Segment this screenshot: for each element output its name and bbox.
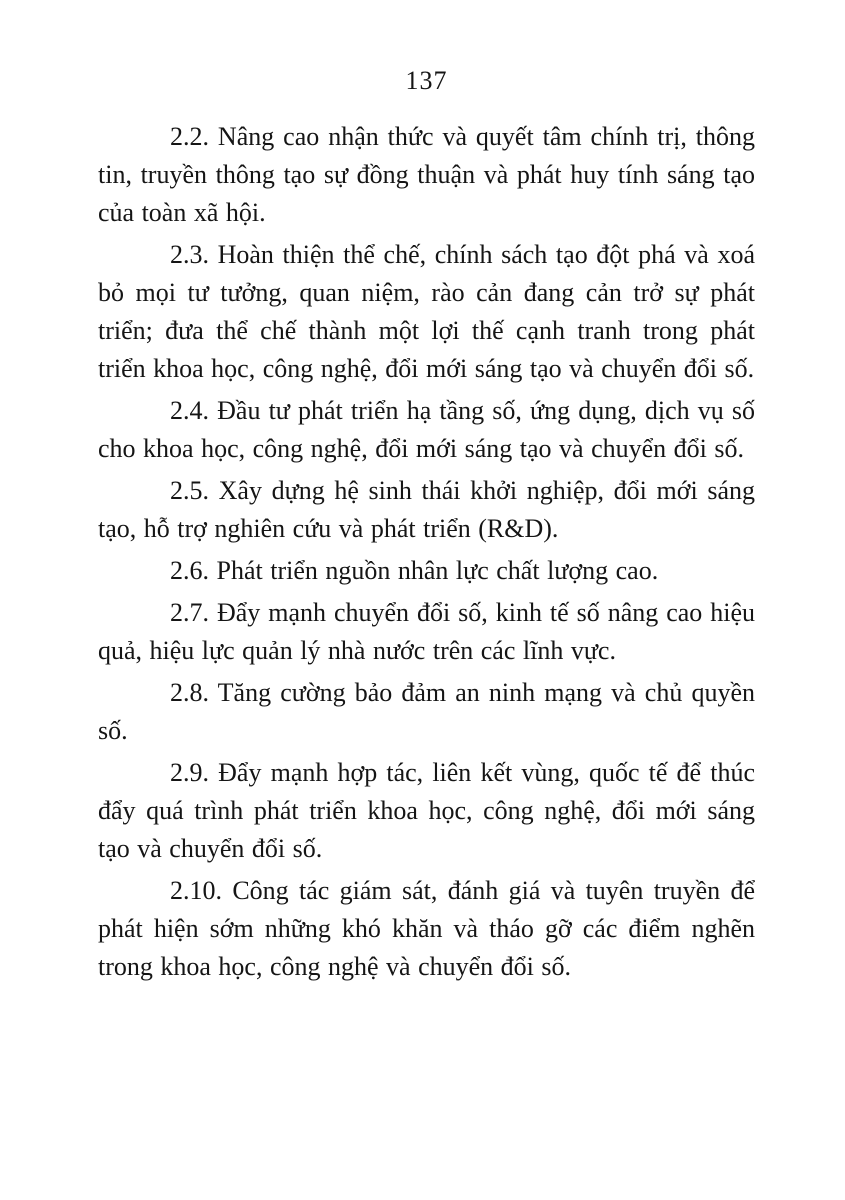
paragraph-2-5: 2.5. Xây dựng hệ sinh thái khởi nghiệp, đổi mới sáng tạo, hỗ trợ nghiên cứu và phát triển (R&D). (98, 476, 755, 543)
paragraph-2-2: 2.2. Nâng cao nhận thức và quyết tâm chính trị, thông tin, truyền thông tạo sự đồng thuận và phát huy tính sáng tạo của toàn xã hội. (98, 122, 755, 227)
paragraph-2-4: 2.4. Đầu tư phát triển hạ tầng số, ứng dụng, dịch vụ số cho khoa học, công nghệ, đổi mới sáng tạo và chuyển đổi số. (98, 396, 755, 463)
paragraph-2-3: 2.3. Hoàn thiện thể chế, chính sách tạo đột phá và xoá bỏ mọi tư tưởng, quan niệm, rào cản đang cản trở sự phát triển; đưa thể chế thành một lợi thế cạnh tranh trong phát triển khoa học, công nghệ, đổi mới sáng tạo và chuyển đổi số. (98, 240, 755, 383)
paragraph-2-8: 2.8. Tăng cường bảo đảm an ninh mạng và chủ quyền số. (98, 678, 755, 745)
paragraph-2-7: 2.7. Đẩy mạnh chuyển đổi số, kinh tế số nâng cao hiệu quả, hiệu lực quản lý nhà nước trên các lĩnh vực. (98, 598, 755, 665)
paragraph-2-10: 2.10. Công tác giám sát, đánh giá và tuyên truyền để phát hiện sớm những khó khăn và tháo gỡ các điểm nghẽn trong khoa học, công nghệ và chuyển đổi số. (98, 876, 755, 981)
paragraph-2-6: 2.6. Phát triển nguồn nhân lực chất lượng cao. (170, 556, 659, 585)
page-body (98, 118, 755, 986)
page-number: 137 (405, 66, 448, 95)
paragraph-2-9: 2.9. Đẩy mạnh hợp tác, liên kết vùng, quốc tế để thúc đẩy quá trình phát triển khoa học, công nghệ, đổi mới sáng tạo và chuyển đổi số. (98, 758, 755, 863)
